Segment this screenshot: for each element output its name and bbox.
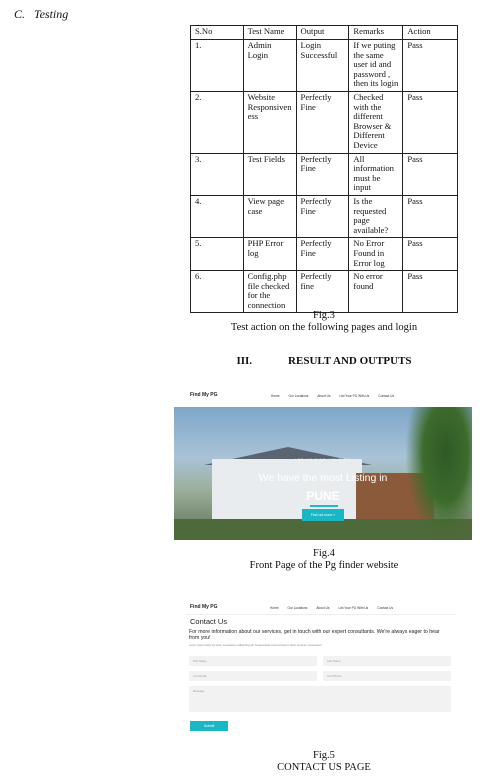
table-cell: 6. — [191, 271, 244, 313]
column-header: Action — [403, 26, 458, 40]
table-cell: PHP Error log — [243, 238, 296, 271]
figure-number: Fig.4 — [313, 548, 335, 559]
table-row — [191, 238, 458, 271]
table-cell: View page case — [243, 195, 296, 237]
last-name-field[interactable]: Last Name — [323, 656, 451, 666]
table-cell: Pass — [403, 271, 458, 313]
message-field[interactable]: Message — [189, 686, 451, 712]
nav-link[interactable]: About Us — [316, 606, 330, 610]
nav-link[interactable]: List Your PG With Us — [338, 606, 369, 610]
table-cell: Pass — [403, 92, 458, 154]
table-cell: 1. — [191, 40, 244, 92]
hero-kicker: LET US FIND YOUR PG — [294, 458, 352, 462]
section-number: III. — [236, 355, 253, 367]
hero-title: We have the most Listing in — [258, 472, 388, 484]
brand-logo: Find My PG — [190, 604, 218, 610]
table-cell: Perfectly fine — [296, 271, 349, 313]
figure-text: Test action on the following pages and login — [230, 322, 418, 333]
contact-page-screenshot — [186, 600, 456, 736]
table-cell: Pass — [403, 238, 458, 271]
table-cell: Admin Login — [243, 40, 296, 92]
table-cell: All information must be input — [349, 153, 403, 195]
table-cell: 3. — [191, 153, 244, 195]
table-cell: No error found — [349, 271, 403, 313]
figure-number: Fig.3 — [313, 310, 335, 321]
table-row — [191, 195, 458, 237]
submit-button[interactable]: Submit — [190, 721, 228, 731]
table-cell: 4. — [191, 195, 244, 237]
front-page-screenshot — [174, 385, 472, 540]
column-header: S.No — [191, 26, 244, 40]
figure-text: CONTACT US PAGE — [277, 762, 371, 773]
nav-link[interactable]: Contact Us — [378, 394, 395, 398]
figure-caption — [190, 310, 458, 334]
table-cell: 5. — [191, 238, 244, 271]
table-cell: Test Fields — [243, 153, 296, 195]
contact-subtext: Lorem ipsum dolor sit amet, consectetur adipiscing elit. Suspendisse euismod ipsum dolor sit amet, consectetur. — [189, 644, 323, 647]
nav-links — [270, 606, 393, 610]
table-cell: Pass — [403, 153, 458, 195]
table-cell: Login Successful — [296, 40, 349, 92]
nav-link[interactable]: Contact Us — [377, 606, 394, 610]
table-row — [191, 271, 458, 313]
find-out-more-button[interactable]: Find out more > — [302, 509, 344, 521]
nav-link[interactable]: List Your PG With Us — [339, 394, 370, 398]
section-heading — [14, 7, 68, 22]
figure-caption — [190, 750, 458, 774]
figure-caption — [190, 548, 458, 572]
phone-field[interactable]: Your Phone — [323, 671, 451, 681]
test-table — [190, 25, 458, 313]
table-cell: Perfectly Fine — [296, 92, 349, 154]
nav-link[interactable]: Our Locations — [287, 606, 308, 610]
hero-city: PUNE — [306, 489, 340, 503]
table-cell: Checked with the different Browser & Different Device — [349, 92, 403, 154]
table-row — [191, 40, 458, 92]
table-row — [191, 92, 458, 154]
table-cell: Perfectly Fine — [296, 153, 349, 195]
figure-text: Front Page of the Pg finder website — [249, 560, 399, 571]
figure-number: Fig.5 — [313, 750, 335, 761]
table-cell: Website Responsiven ess — [243, 92, 296, 154]
first-name-field[interactable]: First Name — [189, 656, 317, 666]
table-cell: Pass — [403, 195, 458, 237]
table-header-row — [191, 26, 458, 40]
email-field[interactable]: Your Email — [189, 671, 317, 681]
nav-link[interactable]: Our Locations — [288, 394, 309, 398]
section-title: Testing — [34, 7, 69, 21]
nav-link[interactable]: Home — [271, 394, 280, 398]
nav-link[interactable]: About Us — [317, 394, 331, 398]
table-cell: No Error Found in Error log — [349, 238, 403, 271]
navbar — [186, 600, 456, 615]
hero-underline — [310, 505, 338, 507]
contact-title: Contact Us — [190, 617, 228, 626]
table-cell: Pass — [403, 40, 458, 92]
contact-intro: For more information about our services, get in touch with our expert consultants. We're always eager to hear from you! — [189, 629, 440, 642]
table-cell: 2. — [191, 92, 244, 154]
column-header: Test Name — [243, 26, 296, 40]
column-header: Output — [296, 26, 349, 40]
table-cell: Is the requested page available? — [349, 195, 403, 237]
table-cell: Perfectly Fine — [296, 195, 349, 237]
section-label: C. — [14, 7, 26, 21]
table-cell: If we puting the same user id and password , then its login — [349, 40, 403, 92]
nav-link[interactable]: Home — [270, 606, 279, 610]
section-heading-results — [190, 355, 458, 367]
table-row — [191, 153, 458, 195]
table-cell: Perfectly Fine — [296, 238, 349, 271]
navbar — [174, 385, 472, 407]
section-title: RESULT AND OUTPUTS — [288, 355, 412, 367]
column-header: Remarks — [349, 26, 403, 40]
brand-logo: Find My PG — [190, 392, 218, 398]
nav-links — [271, 394, 394, 398]
table-cell: Config.php file checked for the connection — [243, 271, 296, 313]
